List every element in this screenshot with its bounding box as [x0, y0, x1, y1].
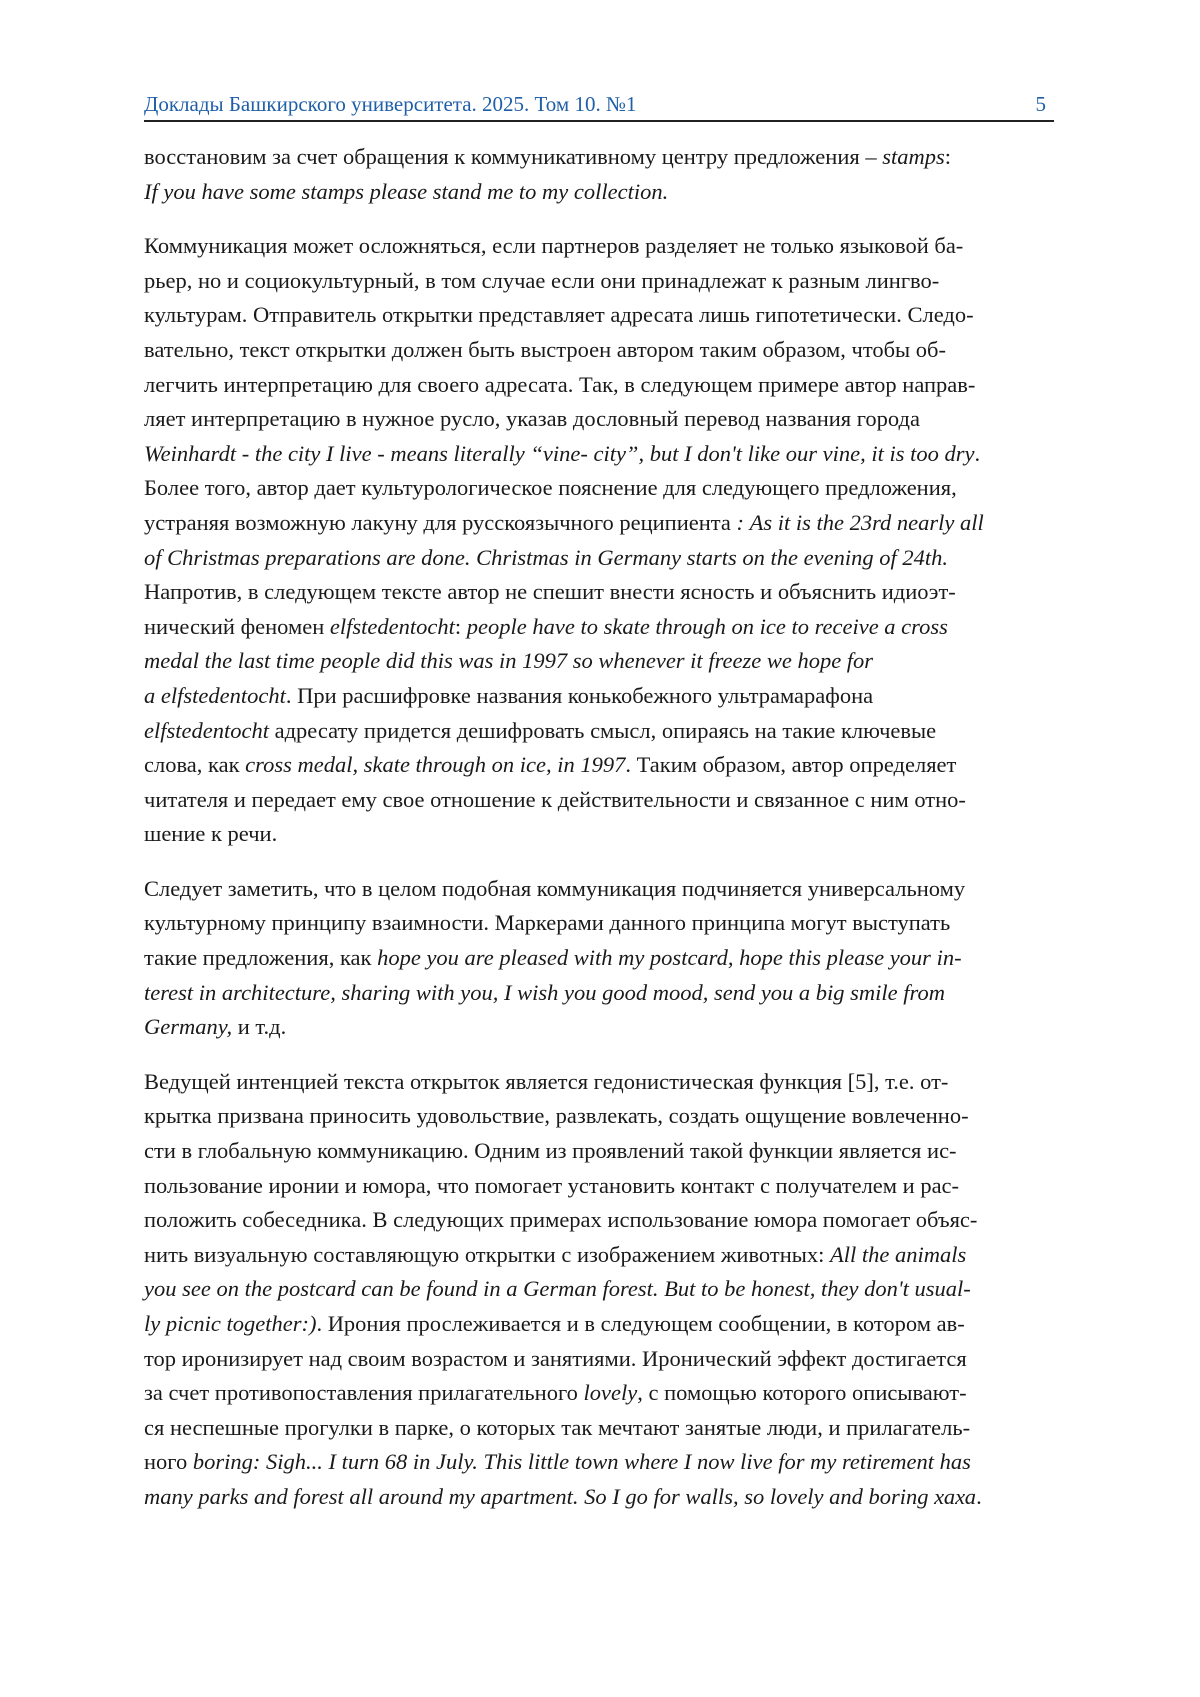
- text-line: [144, 1134, 1068, 1169]
- text-line: [144, 941, 1068, 976]
- paragraph: [144, 140, 1068, 209]
- text-run: . Таким образом, автор определяет: [625, 752, 956, 777]
- text-run: ляет интерпретацию в нужное русло, указав дословный перевод названия города: [144, 406, 920, 431]
- italic-quote: cross medal, skate through on ice, in 1997: [245, 752, 625, 777]
- text-line: [144, 298, 1068, 333]
- text-run: восстановим за счет обращения к коммуникативному центру предложения –: [144, 144, 882, 169]
- text-line: [144, 679, 1068, 714]
- text-line: [144, 437, 1068, 472]
- text-line: [144, 506, 1068, 541]
- text-run: культурному принципу взаимности. Маркерами данного принципа могут выступать: [144, 910, 950, 935]
- paragraph: [144, 229, 1068, 852]
- text-line: [144, 1411, 1068, 1446]
- text-line: [144, 175, 1068, 210]
- italic-quote: Weinhardt - the city I live - means literally “vine- city”, but I don't like our vine, it is too dry: [144, 441, 974, 466]
- running-header: [144, 90, 1054, 122]
- text-run: :: [945, 144, 951, 169]
- text-line: [144, 1445, 1068, 1480]
- text-run: тор иронизирует над своим возрастом и занятиями. Иронический эффект достигается: [144, 1346, 967, 1371]
- text-run: Ведущей интенцией текста открыток является гедонистическая функция [5], т.е. от-: [144, 1069, 948, 1094]
- italic-quote: terest in architecture, sharing with you, I wish you good mood, send you a big smile from: [144, 980, 945, 1005]
- text-line: [144, 1169, 1068, 1204]
- italic-quote: hope you are pleased with my postcard, hope this please your in-: [377, 945, 961, 970]
- text-run: ся неспешные прогулки в парке, о которых так мечтают занятые люди, и прилагатель-: [144, 1415, 970, 1440]
- text-run: такие предложения, как: [144, 945, 377, 970]
- text-run: .: [974, 441, 980, 466]
- text-run: ного: [144, 1449, 193, 1474]
- text-run: адресату придется дешифровать смысл, опираясь на такие ключевые: [269, 718, 936, 743]
- text-run: нический феномен: [144, 614, 330, 639]
- italic-quote: people have to skate through on ice to receive a cross: [467, 614, 948, 639]
- text-run: культурам. Отправитель открытки представляет адресата лишь гипотетически. Следо-: [144, 302, 974, 327]
- italic-quote: : As it is the 23rd nearly all: [731, 510, 984, 535]
- text-line: [144, 1203, 1068, 1238]
- text-line: [144, 229, 1068, 264]
- text-line: [144, 333, 1068, 368]
- text-line: [144, 906, 1068, 941]
- italic-quote: elfstedentocht: [330, 614, 455, 639]
- text-line: [144, 1376, 1068, 1411]
- text-line: [144, 1065, 1068, 1100]
- text-run: Напротив, в следующем тексте автор не спешит внести ясность и объяснить идиоэт-: [144, 579, 956, 604]
- text-line: [144, 1099, 1068, 1134]
- italic-quote: you see on the postcard can be found in a German forest. But to be honest, they don't usual-: [144, 1276, 971, 1301]
- text-run: положить собеседника. В следующих примерах использование юмора помогает объяс-: [144, 1207, 977, 1232]
- text-line: [144, 644, 1068, 679]
- italic-quote: stamps: [882, 144, 945, 169]
- text-line: [144, 748, 1068, 783]
- text-run: рьер, но и социокультурный, в том случае если они принадлежат к разным лингво-: [144, 268, 939, 293]
- text-line: [144, 1307, 1068, 1342]
- text-line: [144, 402, 1068, 437]
- text-run: нить визуальную составляющую открытки с изображением животных:: [144, 1242, 830, 1267]
- text-line: [144, 872, 1068, 907]
- italic-quote: elfstedentocht: [144, 718, 269, 743]
- paragraph: [144, 872, 1068, 1045]
- text-line: [144, 575, 1068, 610]
- text-run: пользование иронии и юмора, что помогает установить контакт с получателем и рас-: [144, 1173, 959, 1198]
- text-run: сти в глобальную коммуникацию. Одним из проявлений такой функции является ис-: [144, 1138, 957, 1163]
- text-run: .: [976, 1484, 982, 1509]
- text-run: слова, как: [144, 752, 245, 777]
- paragraph: [144, 1065, 1068, 1515]
- text-line: [144, 976, 1068, 1011]
- text-line: [144, 1342, 1068, 1377]
- text-line: [144, 1480, 1068, 1515]
- italic-quote: All the animals: [830, 1242, 966, 1267]
- text-run: читателя и передает ему свое отношение к действительности и связанное с ним отно-: [144, 787, 966, 812]
- italic-quote: a elfstedentocht: [144, 683, 286, 708]
- text-run: . Ирония прослеживается и в следующем сообщении, в котором ав-: [316, 1311, 964, 1336]
- text-run: Коммуникация может осложняться, если партнеров разделяет не только языковой ба-: [144, 233, 963, 258]
- italic-quote: ly picnic together:): [144, 1311, 316, 1336]
- text-run: Более того, автор дает культурологическое пояснение для следующего предложения,: [144, 475, 957, 500]
- text-line: [144, 783, 1068, 818]
- text-run: и т.д.: [232, 1014, 286, 1039]
- text-line: [144, 1238, 1068, 1273]
- text-line: [144, 471, 1068, 506]
- text-line: [144, 714, 1068, 749]
- italic-quote: Germany,: [144, 1014, 232, 1039]
- italic-quote: If you have some stamps please stand me to my collection.: [144, 179, 668, 204]
- text-run: устраняя возможную лакуну для русскоязычного реципиента: [144, 510, 731, 535]
- text-run: . При расшифровке названия конькобежного ультрамарафона: [286, 683, 873, 708]
- journal-title: Доклады Башкирского университета. 2025. Том 10. №1: [144, 92, 637, 117]
- text-line: [144, 817, 1068, 852]
- italic-quote: boring: Sigh... I turn 68 in July. This little town where I now live for my retirement has: [193, 1449, 971, 1474]
- text-run: легчить интерпретацию для своего адресата. Так, в следующем примере автор направ-: [144, 372, 975, 397]
- text-run: за счет противопоставления прилагательного: [144, 1380, 584, 1405]
- text-line: [144, 368, 1068, 403]
- text-line: [144, 1010, 1068, 1045]
- text-line: [144, 140, 1068, 175]
- italic-quote: of Christmas preparations are done. Christmas in Germany starts on the evening of 24th.: [144, 545, 948, 570]
- article-body: [144, 140, 1068, 1535]
- text-run: Следует заметить, что в целом подобная коммуникация подчиняется универсальному: [144, 876, 965, 901]
- text-line: [144, 610, 1068, 645]
- text-run: шение к речи.: [144, 821, 277, 846]
- text-run: крытка призвана приносить удовольствие, развлекать, создать ощущение вовлеченно-: [144, 1103, 969, 1128]
- italic-quote: lovely: [584, 1380, 638, 1405]
- text-line: [144, 541, 1068, 576]
- text-run: :: [455, 614, 467, 639]
- text-run: , с помощью которого описывают-: [637, 1380, 966, 1405]
- page-number: 5: [1036, 92, 1047, 117]
- italic-quote: many parks and forest all around my apartment. So I go for walls, so lovely and boring хаха: [144, 1484, 976, 1509]
- italic-quote: medal the last time people did this was in 1997 so whenever it freeze we hope for: [144, 648, 873, 673]
- text-run: вательно, текст открытки должен быть выстроен автором таким образом, чтобы об-: [144, 337, 946, 362]
- text-line: [144, 264, 1068, 299]
- text-line: [144, 1272, 1068, 1307]
